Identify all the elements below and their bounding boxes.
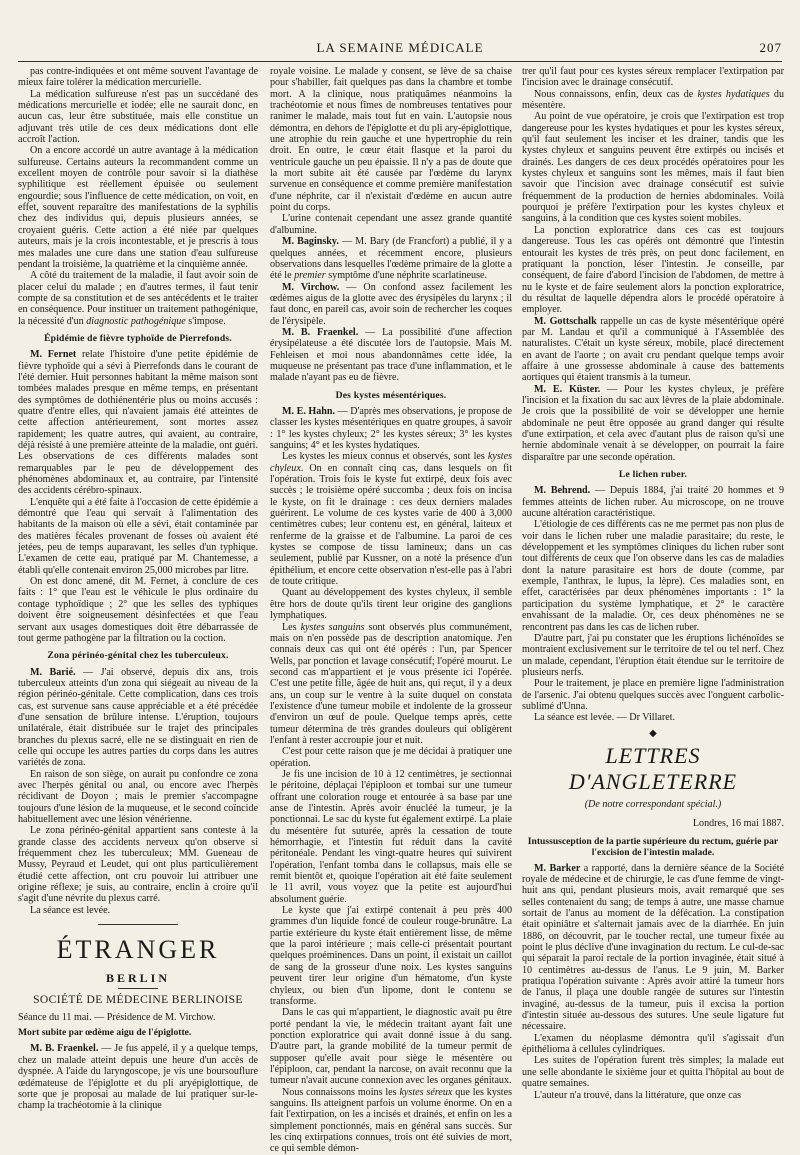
speaker-name: M. Baginsky. bbox=[282, 236, 339, 248]
speaker-name: M. Fernet bbox=[30, 349, 77, 361]
paragraph: La séance est levée. — Dr Villaret. bbox=[534, 712, 676, 724]
paragraph bbox=[270, 327, 512, 384]
text-run: — J'ai observé, depuis dix ans, trois tuberculeux atteints d'un zona qui siégeait au niveau de la région périnéo-génitale. Cette complication, dans ces trois cas, est survenue sans cause appréciable et a été précédée d'une sensation de brûlure intense. L'éruption, toujours unilatérale, était distribuée sur le trajet des principales branches du plexus sacré, elle ne se distinguait en rien de celle qui occupe les autres parties du corps dans les autres variétés de zona. bbox=[18, 666, 258, 769]
text-run: Nous connaissons, enfin, deux cas de bbox=[534, 88, 698, 100]
paragraph: On a encore accordé un autre avantage à la médication sulfureuse. Certains auteurs la recommandent comme un excellent moyen de contrôle pour savoir si la diathèse syphilitique est réellement épuisée ou seulement engourdie; sous l'influence de cette médication, on voit, en effet, souvent reparaître des manifestations de la syphilis chez des individus qui, depuis plusieurs années, se croyaient guéris. Cette action a été niée par quelques auteurs, mais je la crois incontestable, et je prescris à tous mes malades une cure dans une station d'eau sulfureuse pendant la troisième, la quatrième et la cinquième année. bbox=[18, 145, 258, 270]
section-heading: Intussusception de la partie supérieure du rectum, guérie par l'excision de l'intestin malade. bbox=[527, 835, 779, 858]
italic-run: diagnostic pathogénique bbox=[86, 315, 186, 327]
society-heading: SOCIÉTÉ DE MÉDECINE BERLINOISE bbox=[33, 994, 243, 1007]
italic-run: kystes sanguins bbox=[300, 621, 365, 633]
column-2 bbox=[270, 66, 513, 1155]
paragraph: La séance est levée. bbox=[30, 904, 111, 916]
dateline: Londres, 16 mai 1887. bbox=[692, 818, 784, 830]
header-rule bbox=[18, 61, 782, 62]
paragraph bbox=[18, 1043, 258, 1111]
speaker-name: M. Virchow. bbox=[282, 281, 340, 293]
text-run: A côté du traitement de la maladie, il faut avoir soin de placer celui du malade ; en d'autres termes, il faut tenir compte de sa constitution et de ses antécédents et le traiter en conséquence. Pour instituer un traitement pathogénique, la nécessité d'un bbox=[18, 270, 258, 327]
paragraph: Quant au développement des kystes chyleux, il semble être hors de doute qu'ils tirent leur origine des ganglions lymphatiques. bbox=[270, 587, 512, 622]
page-header bbox=[18, 40, 782, 58]
paragraph: D'autre part, j'ai pu constater que les éruptions lichénoïdes se montraient exclusivement sur le territoire de tel ou tel nerf. Chez un malade, cependant, l'éruption était étendue sur le territoire de plusieurs nerfs. bbox=[522, 632, 784, 678]
text-run: — On confond assez facilement les œdèmes aigus de la glotte avec des érysipèles du larynx ; il faut donc, en pareil cas, avoir soin de rechercher les coques de l'érysipèle. bbox=[270, 281, 512, 327]
text-run: — Depuis 1884, j'ai traité 20 hommes et 9 femmes atteints de lichen ruber. Au microscope, on ne trouve aucune altération caractéristique. bbox=[522, 485, 784, 520]
paragraph bbox=[270, 622, 512, 747]
text-run: — La possibilité d'une affection érysipélateuse a été discutée lors de l'autopsie. Mais M. Fehleisen et moi nous abandonnâmes cette idée, la muqueuse ne présentant pas trace d'une inflammation, et le malade n'ayant pas eu de fièvre. bbox=[270, 326, 512, 384]
column-1 bbox=[18, 66, 258, 1111]
paragraph bbox=[18, 349, 258, 496]
text-run: — D'après mes observations, je propose de classer les kystes mésentériques en quatre groupes, à savoir : 1° les kystes chyleux; 2° les kystes séreux; 3° les kystes sanguins; 4° et les kystes hydatiques. bbox=[270, 405, 512, 451]
paragraph bbox=[522, 485, 784, 519]
paragraph: Les suites de l'opération furent très simples; la malade eut une selle abondante le sixième jour et quitta l'hôpital au bout de quatre semaines. bbox=[522, 1055, 784, 1090]
speaker-name: M. Gottschalk bbox=[534, 315, 597, 327]
paragraph: Je fis une incision de 10 à 12 centimètres, je sectionnai le péritoine, déplaçai l'épiploon et tombai sur une tumeur offrant une coloration rouge et entourée à sa base par une anse de l'intestin. Après avoir énucléé la tumeur, je la ponctionnai. Le sac du kyste fut également extirpé. La plaie du mésentère fut suturée, après la cessation de toute hémorrhagie, et l'intestin fut réduit dans la cavité péritonéale. Pendant les vingt-quatre heures qui suivirent l'opération, l'enfant tomba dans le collapsus, mais elle se remit bientôt et, quoique l'opération ait été faite seulement le 11 avril, vous voyez que la petite est aujourd'hui absolument guérie. bbox=[270, 768, 512, 905]
text-run: . On en connaît cinq cas, dans lesquels on fit l'opération. Trois fois le kyste fut extirpé, deux fois avec succès ; le troisième opéré succomba ; deux fois on incisa le kyste, on fit le drainage : ces deux derniers malades guérirent. Le volume de ces kystes varie de 400 à 3,000 centimètres cubes; leur contenu est, en général, laiteux et renferme de la graisse et de l'albumine. La paroi de ces kystes se compose de tissu lamineux; dans un cas seulement, publié par Kussner, on a noté la présence d'un épithélium, et encore cette observation n'est-elle pas à l'abri de toute critique. bbox=[270, 462, 512, 588]
paragraph: trer qu'il faut pour ces kystes séreux remplacer l'extirpation par l'incision avec le drainage consécutif. bbox=[522, 66, 784, 89]
correspondent-line: (De notre correspondant spécial.) bbox=[584, 798, 722, 810]
text-run: du mésentère. bbox=[522, 88, 785, 112]
text-run: — Pour les kystes chyleux, je préfère l'incision et la fixation du sac aux lèvres de la plaie abdominale. Je crois que la possibilité de voir se développer une hernie abdominale ne peut être opposée au grand danger qui résulte d'une extirpation, et cela avec d'autant plus de raison qu'si une hernie abdominale venait à se développer, on pourrait la faire disparaître par une seconde opération. bbox=[522, 383, 785, 463]
paragraph: On est donc amené, dit M. Fernet, à conclure de ces faits : 1° que l'eau est le véhicule le plus ordinaire du contage typhoïdique ; 2° que les selles des typhiques doivent être soigneusement désinfectées et que l'eau servant aux usages domestiques doit être débarrassée de tout germe pathogène par la filtration ou la coction. bbox=[18, 576, 258, 644]
speaker-name: M. E. Küster. bbox=[534, 383, 601, 395]
paragraph: C'est pour cette raison que je me décidai à pratiquer une opération. bbox=[270, 746, 512, 769]
speaker-name: M. Barker bbox=[534, 862, 581, 874]
section-divider bbox=[98, 924, 178, 925]
paragraph: Le zona périnéo-génital appartient sans conteste à la grande classe des accidents nerveux qu'on observe si fréquemment chez les tuberculeux; MM. Gueneau de Mussy, Peyraud et Leudet, qui ont plus particulièrement étudié cette affection, ont cru pouvoir lui attribuer une origine réflexe; je suis, au contraire, enclin à croire qu'il s'agit d'une névrite du plexus carré. bbox=[18, 825, 258, 905]
speaker-name: M. E. Hahn. bbox=[282, 405, 336, 417]
paragraph: L'urine contenait cependant une assez grande quantité d'albumine. bbox=[270, 213, 512, 236]
paragraph: La ponction exploratrice dans ces cas est toujours dangereuse. Tous les cas opérés ont démontré que l'intestin entourait les kystes de très près, on peut donc facilement, en pratiquant la ponction, léser l'intestin. Je conseille, par conséquent, de faire d'abord l'incision de l'abdomen, de mettre à nu le kyste et de faire seulement alors la ponction exploratrice, du résultat de laquelle dépendra alors le procédé opératoire à employer. bbox=[522, 224, 784, 316]
section-title: ÉTRANGER bbox=[56, 935, 220, 965]
session-line: Séance du 11 mai. — Présidence de M. Virchow. bbox=[18, 1011, 216, 1023]
text-run: Les kystes les mieux connus et observés, sont les bbox=[282, 451, 488, 463]
paragraph: En raison de son siège, on aurait pu confondre ce zona avec l'herpès génital ou anal, ou encore avec l'herpès récidivant de Doyon ; mais le premier s'accompagne toujours d'une lésion de la muqueuse, et le second coïncide habituellement avec une lésion vénérienne. bbox=[18, 768, 258, 825]
speaker-name: M. Barié. bbox=[30, 666, 76, 678]
text-run: relate l'histoire d'une petite épidémie de fièvre typhoïde qui a sévi à Pierrefonds dans le courant de l'été dernier. Huit personnes habitant la même maison sont tombées malades presque en même temps, en présentant des symptômes de dothiénentérie plus ou moins accusés : quatre d'entre elles, qui n'avaient jamais été atteintes de cette affection antérieurement, sont mortes assez rapidement; les quatre autres, qui avaient, au contraire, déjà résisté à une première atteinte de la maladie, ont guéri. Les observations de ces différents malades sont remarquables par le peu de développement des phénomènes abdominaux et, au contraire, par l'intensité des accidents cérébro-spinaux. bbox=[18, 349, 259, 497]
italic-run: kystes chyleux bbox=[270, 451, 512, 474]
paragraph bbox=[270, 236, 512, 281]
paragraph bbox=[270, 451, 512, 587]
text-run: Les bbox=[282, 621, 301, 633]
speaker-name: M. B. Fraenkel. bbox=[282, 326, 359, 338]
paragraph: pas contre-indiquées et ont même souvent l'avantage de mieux faire tolérer la médication mercurielle. bbox=[18, 66, 258, 89]
text-run: s'impose. bbox=[185, 315, 226, 327]
paragraph bbox=[270, 282, 512, 327]
paragraph bbox=[18, 667, 258, 769]
section-heading: Mort subite par œdème aigu de l'épiglotte. bbox=[18, 1027, 192, 1039]
speaker-name: M. Behrend. bbox=[534, 485, 591, 497]
paragraph bbox=[522, 89, 784, 112]
paragraph: L'enquête qui a été faite à l'occasion de cette épidémie a démontré que l'eau qui servait à l'alimentation des habitants de la maison où elle a sévi, était contaminée par des matières fécales provenant de fosses où avaient été jetées, peu de temps auparavant, les selles d'un typhique. L'examen de cette eau, pratiqué par M. Chantemesse, a établi qu'elle contenait environ 25,000 microbes par litre. bbox=[18, 496, 258, 576]
paragraph: L'étiologie de ces différents cas ne me permet pas non plus de voir dans le lichen ruber une maladie parasitaire; du reste, le développement et les symptômes cliniques du lichen ruber sont tout différents de ceux que l'on observe dans les cas de maladies dont la nature parasitaire est hors de doute (comme, par exemple, l'anthrax, le lupus, la lèpre). Ces maladies sont, en effet, caractérisées par deux phénomènes importants : 1° la participation du système lymphatique, et 2° le caractère envahissant de la maladie. Or, ces deux phénomènes ne se rencontrent pas dans les cas de lichen ruber. bbox=[522, 519, 784, 633]
paragraph: Le kyste que j'ai extirpé contenait à peu près 400 grammes d'un liquide foncé de couleur rouge-brunâtre. La partie extérieure du kyste était entièrement lisse, de même que la paroi intérieure ; mais celle-ci présentait pourtant quelques proéminences. Dans un point, il existait un caillot de sang de la grosseur d'une noix. Les kystes sanguins peuvent tirer leur origine d'un hématome, d'un kyste chyleux, ou bien d'un lipome, dont le contenu se transforme. bbox=[270, 905, 512, 1007]
city-rule bbox=[118, 988, 158, 989]
diamond-ornament-icon: ◆ bbox=[649, 727, 657, 739]
city-heading: BERLIN bbox=[105, 971, 170, 986]
section-heading: Épidémie de fièvre typhoïde de Pierrefonds. bbox=[44, 332, 232, 344]
text-run: a rapporté, dans la dernière séance de la Société royale de médecine et de chirurgie, le cas d'une femme de vingt-huit ans qui, pendant plusieurs mois, avait remarqué que ses selles contenaient du sang; de temps à autre, une masse charnue sortait de l'anus au moment de la défécation. La constipation était opiniâtre et s'alternait jamais avec de la diarrhée. En juin 1886, on découvrit, par le toucher rectal, une tumeur fixée au point le plus déclive d'une invagination du rectum. Le cul-de-sac qui séparait la paroi rectale de la portion invaginée, était situé à 10 centimètres au-dessus de l'anus. Le 9 juin, M. Barker pratiqua l'opération suivante : Après avoir attiré la tumeur hors de l'anus, il plaça une double rangée de sutures sur l'intestin invaginé, au-dessus de la tumeur, puis il excisa la portion d'intestin située au-dessous des sutures. Une seule ligature fut nécessaire. bbox=[522, 862, 784, 1033]
text-run: Nous connaissons moins les bbox=[282, 1086, 400, 1098]
text-run: — Je fus appelé, il y a quelque temps, chez un malade atteint depuis une heure d'un accès de dyspnée. A l'aide du laryngoscope, je vis une boursouflure œdémateuse de l'épiglotte et du pli aryépiglottique, de sorte que je proposai au malade de lui pratiquer sur-le-champ la trachéotomie à la clinique bbox=[18, 1043, 258, 1112]
page-number: 207 bbox=[759, 40, 782, 55]
paragraph bbox=[270, 1087, 512, 1155]
section-heading: Des kystes mésentériques. bbox=[335, 389, 447, 401]
paragraph bbox=[522, 863, 784, 1033]
speaker-name: M. B. Fraenkel. bbox=[30, 1043, 99, 1055]
italic-run: kystes séreux bbox=[399, 1086, 453, 1098]
paragraph: Dans le cas qui m'appartient, le diagnostic avait pu être porté pendant la vie, le médecin traitant ayant fait une ponction exploratrice qui avait donné issue à du sang. D'autre part, la grande mobilité de la tumeur permit de supposer qu'elle avait pour siège le mésentère ou l'épiploon, car, pendant la narcose, on avait reconnu que la tumeur n'avait aucune connexion avec les organes génitaux. bbox=[270, 1007, 512, 1087]
paragraph bbox=[522, 316, 784, 384]
italic-run: premier bbox=[294, 270, 326, 282]
text-run: rappelle un cas de kyste mésentérique opéré par M. Landau et qu'il a communiqué à l'Assemblée des naturalistes. C'était un kyste séreux, mobile, placé directement en avant de l'aorte ; on avait cru pendant quelque temps avoir affaire à une grossesse abdominale à cause des battements aortiques qui étaient transmis à la tumeur. bbox=[522, 315, 784, 384]
paragraph bbox=[270, 406, 512, 451]
paragraph bbox=[522, 384, 784, 463]
paragraph: L'examen du néoplasme démontra qu'il s'agissait d'un épithélioma à cellules cylindriques. bbox=[522, 1032, 784, 1056]
paragraph: L'auteur n'a trouvé, dans la littérature, que onze cas bbox=[534, 1089, 742, 1101]
paragraph: La médication sulfureuse n'est pas un succédané des médications mercurielle et iodée; elle ne saurait donc, en aucun cas, leur être substituée, mais elle constitue un adjuvant très utile de ces deux médications dont elle accroît l'action. bbox=[18, 88, 258, 146]
section-heading: Le lichen ruber. bbox=[618, 469, 688, 481]
paragraph: Pour le traitement, je place en première ligne l'administration de l'arsenic. J'ai obtenu quelques succès avec l'onguent carbolic-sublimé d'Unna. bbox=[522, 678, 784, 712]
italic-run: kystes hydatiques bbox=[697, 88, 770, 100]
paragraph: Au point de vue opératoire, je crois que l'extirpation est trop dangereuse pour les kystes hydatiques et pour les kystes séreux, qu'il faut seulement les inciser et les drainer, tandis que les kystes chyleux et sanguins peuvent être extirpés ou incisés et drainés. Les dangers de ces deux procédés opératoires pour les kystes chyleux et sanguins sont les mêmes, mais il faut bien savoir que l'incision avec drainage consécutif est suivie fréquemment de la production de hernies abdominales. Voilà pourquoi je préfère l'extirpation pour les kystes chyleux et sanguins, à la condition que ces kystes soient mobiles. bbox=[522, 111, 784, 225]
text-run: — M. Bary (de Francfort) a publié, il y a quelques années, et récemment encore, plusieurs observations dans lesquelles l'œdème primaire de la glotte a été le bbox=[270, 236, 512, 282]
section-heading: Zona périnéo-génital chez les tuberculeux. bbox=[47, 650, 229, 662]
paragraph bbox=[18, 270, 258, 327]
text-run: que les kystes sanguins. Ils atteignent parfois un volume énorme. On en a fait l'extirpation, on les a incisés et drainés, et enfin on les a simplement ponctionnés, mais en général sans succès. Sur les cinq extirpations connues, trois ont été suivies de mort, ce qui semble démon- bbox=[270, 1086, 513, 1155]
journal-title: LA SEMAINE MÉDICALE bbox=[316, 40, 484, 55]
paragraph: royale voisine. Le malade y consent, se lève de sa chaise pour s'habiller, fait quelques pas dans la chambre et tombe mort. A la clinique, nous pratiquâmes néanmoins la trachéotomie et nous fîmes de nombreuses tentatives pour ranimer le malade, mais tout fut en vain. L'autopsie nous démontra, en dehors de l'épiglotte et du pli ary-épiglottique, une atrophie du rein gauche et une hypertrophie du rein droit. En outre, le cœur était flasque et la paroi du ventricule gauche un peu épaissie. Il n'y a pas de doute que la mort subite ait été causée par l'œdème du larynx survenue en conséquence et comme première manifestation d'une néphrite, car il n'existait d'œdème en aucun autre point du corps. bbox=[270, 66, 512, 214]
text-run: symptôme d'une néphrite scarlatineuse. bbox=[325, 270, 488, 282]
text-run: sont observés plus communément, mais on n'en possède pas de description anatomique. J'en connais deux cas qui ont été opérés : l'un, par Spencer Wells, par ponction et lavage consécutif; l'opéré mourut. Le second cas m'appartient et je vous présente ici l'opérée. C'est une petite fille, âgée de huit ans, qui reçut, il y a deux ans, un coup sur le ventre à la suite duquel on constata l'existence d'une tumeur mobile et indolente de la grosseur d'environ un œuf de poule. Quelque temps après, cette tumeur détermina de très grandes douleurs qui obligèrent l'enfant à rester accroupie jour et nuit. bbox=[270, 621, 512, 746]
column-3 bbox=[522, 66, 784, 1111]
section-title: LETTRES D'ANGLETERRE bbox=[568, 742, 738, 794]
